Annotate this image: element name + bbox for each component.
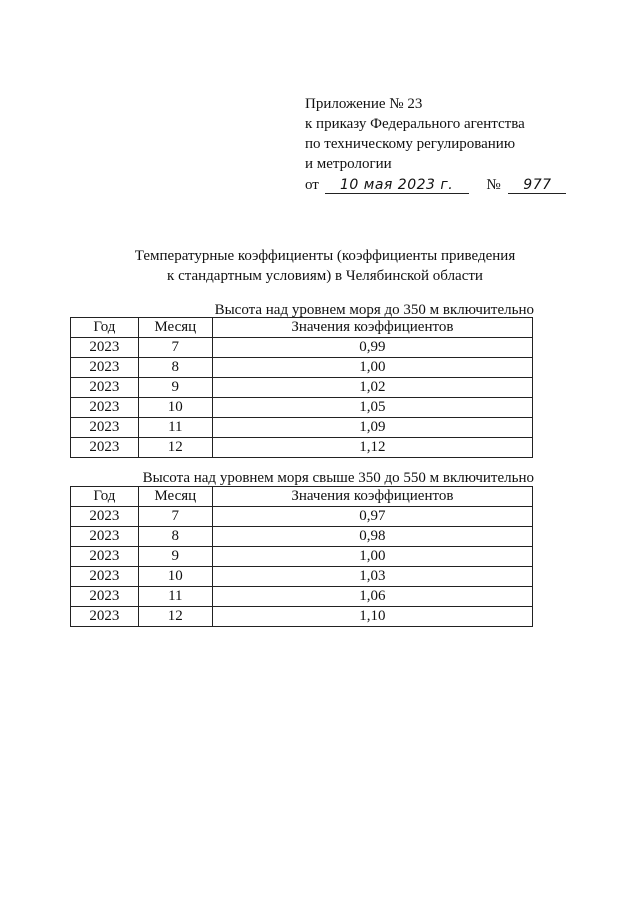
cell-value: 0,98 [212, 527, 532, 547]
cell-month: 12 [138, 607, 212, 627]
cell-value: 1,09 [212, 418, 532, 438]
header-value: Значения коэффициентов [212, 318, 532, 338]
table-row [71, 567, 533, 587]
header-year: Год [71, 318, 139, 338]
header-month: Месяц [138, 318, 212, 338]
cell-year: 2023 [71, 547, 139, 567]
cell-year: 2023 [71, 338, 139, 358]
cell-value: 1,05 [212, 398, 532, 418]
cell-year: 2023 [71, 418, 139, 438]
appendix-line: по техническому регулированию [305, 136, 516, 152]
number-label: № [486, 177, 501, 193]
cell-month: 10 [138, 567, 212, 587]
header-year: Год [71, 487, 139, 507]
table-row [71, 378, 533, 398]
title-line: к стандартным условиям) в Челябинской области [167, 268, 483, 284]
cell-year: 2023 [71, 527, 139, 547]
cell-value: 0,97 [212, 507, 532, 527]
cell-value: 1,10 [212, 607, 532, 627]
table-header-row [71, 487, 533, 507]
document-title [100, 246, 550, 286]
cell-value: 1,06 [212, 587, 532, 607]
cell-value: 1,12 [212, 438, 532, 458]
table-row [71, 547, 533, 567]
order-reference [305, 175, 555, 195]
table-row [71, 358, 533, 378]
cell-month: 10 [138, 398, 212, 418]
title-line: Температурные коэффициенты (коэффициенты приведения [134, 248, 516, 264]
cell-year: 2023 [71, 607, 139, 627]
appendix-header [305, 94, 555, 195]
table-row [71, 398, 533, 418]
header-value: Значения коэффициентов [212, 487, 532, 507]
cell-year: 2023 [71, 358, 139, 378]
table-caption: Высота над уровнем моря до 350 м включительно [214, 302, 534, 318]
header-month: Месяц [138, 487, 212, 507]
table-row [71, 507, 533, 527]
table-row [71, 418, 533, 438]
cell-year: 2023 [71, 438, 139, 458]
cell-month: 9 [138, 547, 212, 567]
appendix-line: Приложение № 23 [305, 96, 423, 112]
cell-month: 11 [138, 418, 212, 438]
cell-value: 1,00 [212, 547, 532, 567]
cell-year: 2023 [71, 398, 139, 418]
table-row [71, 438, 533, 458]
cell-value: 0,99 [212, 338, 532, 358]
table-row [71, 587, 533, 607]
cell-month: 9 [138, 378, 212, 398]
cell-month: 12 [138, 438, 212, 458]
table-header-row [71, 318, 533, 338]
cell-month: 11 [138, 587, 212, 607]
table-row [71, 338, 533, 358]
cell-month: 7 [138, 338, 212, 358]
cell-month: 8 [138, 358, 212, 378]
cell-value: 1,03 [212, 567, 532, 587]
coefficients-table [70, 486, 533, 627]
from-label: от [305, 177, 319, 193]
cell-month: 7 [138, 507, 212, 527]
handwritten-date: 10 мая 2023 г. [325, 177, 469, 194]
appendix-line: к приказу Федерального агентства [305, 116, 525, 132]
table-row [71, 607, 533, 627]
cell-month: 8 [138, 527, 212, 547]
coefficients-table [70, 317, 533, 458]
cell-year: 2023 [71, 587, 139, 607]
cell-year: 2023 [71, 507, 139, 527]
cell-year: 2023 [71, 378, 139, 398]
cell-value: 1,00 [212, 358, 532, 378]
handwritten-number: 977 [508, 177, 566, 194]
table-caption: Высота над уровнем моря свыше 350 до 550 м включительно [142, 470, 534, 486]
cell-value: 1,02 [212, 378, 532, 398]
cell-year: 2023 [71, 567, 139, 587]
appendix-line: и метрологии [305, 156, 392, 172]
table-row [71, 527, 533, 547]
